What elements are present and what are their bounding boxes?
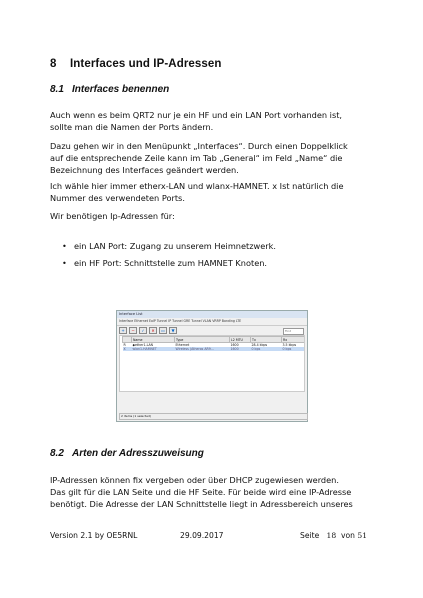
paragraph-rename-howto xyxy=(50,140,375,176)
bullet-text: ein HF Port: Schnittstelle zum HAMNET Knoten. xyxy=(74,258,268,268)
table-cell: 28.4 kbps xyxy=(251,343,268,347)
section-number: 8 xyxy=(50,58,57,70)
text-line: benötigt. Die Adresse der LAN Schnittstelle liegt in Adressbereich unseres xyxy=(50,499,353,509)
add-icon: + xyxy=(119,327,127,334)
page-total: 51 xyxy=(357,531,368,540)
text-line: Wir benötigen Ip-Adressen für: xyxy=(50,211,175,221)
window-toolbar xyxy=(117,326,307,335)
paragraph-ip-needed xyxy=(50,210,375,222)
window-title: Interface List xyxy=(117,311,307,318)
bullet-item xyxy=(62,240,276,252)
column-header: Rx xyxy=(282,337,306,343)
text-line: sollte man die Namen der Ports ändern. xyxy=(50,122,214,132)
text-line: Das gilt für die LAN Seite und die HF Seite. Für beide wird eine IP-Adresse xyxy=(50,487,352,497)
paragraph-naming-scheme xyxy=(50,180,375,204)
bullet-text: ein LAN Port: Zugang zu unserem Heimnetzwerk. xyxy=(74,241,276,251)
page-number: 18 xyxy=(326,531,337,540)
table-cell: 0 bps xyxy=(282,347,306,351)
interface-list-screenshot xyxy=(116,310,308,422)
comment-icon: ▭ xyxy=(159,327,167,334)
window-tabs: Interface Ethernet EoIP Tunnel IP Tunnel GRE Tunnel VLAN VRRP Bonding LTE xyxy=(117,318,307,326)
column-header: Name xyxy=(132,337,175,343)
bullet-icon: • xyxy=(62,258,67,268)
window-status-bar: 2 items (1 selected) xyxy=(119,413,308,420)
bullet-icon: • xyxy=(62,241,67,251)
subsection-heading-2 xyxy=(50,448,204,459)
text-line: Bezeichnung des Interfaces geändert werden. xyxy=(50,165,239,175)
table-row xyxy=(123,347,306,351)
table-cell: R xyxy=(123,343,126,347)
text-line: Auch wenn es beim QRT2 nur je ein HF und ein LAN Port vorhanden ist, xyxy=(50,110,343,120)
subsection-number: 8.1 xyxy=(50,84,64,95)
footer-page-info xyxy=(300,531,367,540)
column-header: Tx xyxy=(251,337,282,343)
subsection-title: Arten der Adresszuweisung xyxy=(72,448,204,459)
paragraph-address-assignment xyxy=(50,474,395,510)
text-line: Nummer des verwendeten Ports. xyxy=(50,193,185,203)
text-line: Dazu gehen wir in den Menüpunkt „Interfaces“. Durch einen Doppelklick xyxy=(50,141,348,151)
table-cell: X xyxy=(123,347,132,351)
column-header: L2 MTU xyxy=(230,337,251,343)
footer-version: Version 2.1 by OE5RNL xyxy=(50,531,138,540)
filter-icon: ▼ xyxy=(169,327,177,334)
table-cell: Ethernet xyxy=(175,343,190,347)
enable-icon: ✓ xyxy=(139,327,147,334)
table-cell: 1600 xyxy=(230,343,239,347)
text-line: auf die entsprechende Zeile kann im Tab „General“ im Feld „Name“ die xyxy=(50,153,343,163)
paragraph-rename-intro xyxy=(50,109,375,133)
column-header: Type xyxy=(175,337,230,343)
table-cell: wlan1-HAMNET xyxy=(132,347,175,351)
of-label: von xyxy=(341,531,355,540)
page-label: Seite xyxy=(300,531,320,540)
window-table-area xyxy=(119,335,305,392)
subsection-heading-1 xyxy=(50,84,169,95)
table-cell: 0 bps xyxy=(251,347,282,351)
subsection-title: Interfaces benennen xyxy=(72,84,170,95)
disable-icon: ✕ xyxy=(149,327,157,334)
table-cell: ◆ether1-LAN xyxy=(132,343,154,347)
text-line: IP-Adressen können fix vergeben oder über DHCP zugewiesen werden. xyxy=(50,475,339,485)
footer-date: 29.09.2017 xyxy=(180,531,224,540)
table-cell: Wireless (Atheros AR9... xyxy=(175,347,230,351)
subsection-number: 8.2 xyxy=(50,448,64,459)
remove-icon: − xyxy=(129,327,137,334)
table-cell: 3.5 kbps xyxy=(282,343,297,347)
section-heading xyxy=(50,58,222,70)
find-field: Find xyxy=(283,328,304,335)
interface-table xyxy=(122,336,305,351)
bullet-item xyxy=(62,257,267,269)
section-title: Interfaces und IP-Adressen xyxy=(70,58,222,70)
text-line: Ich wähle hier immer etherx-LAN und wlanx-HAMNET. x Ist natürlich die xyxy=(50,181,344,191)
table-cell: 1600 xyxy=(230,347,251,351)
